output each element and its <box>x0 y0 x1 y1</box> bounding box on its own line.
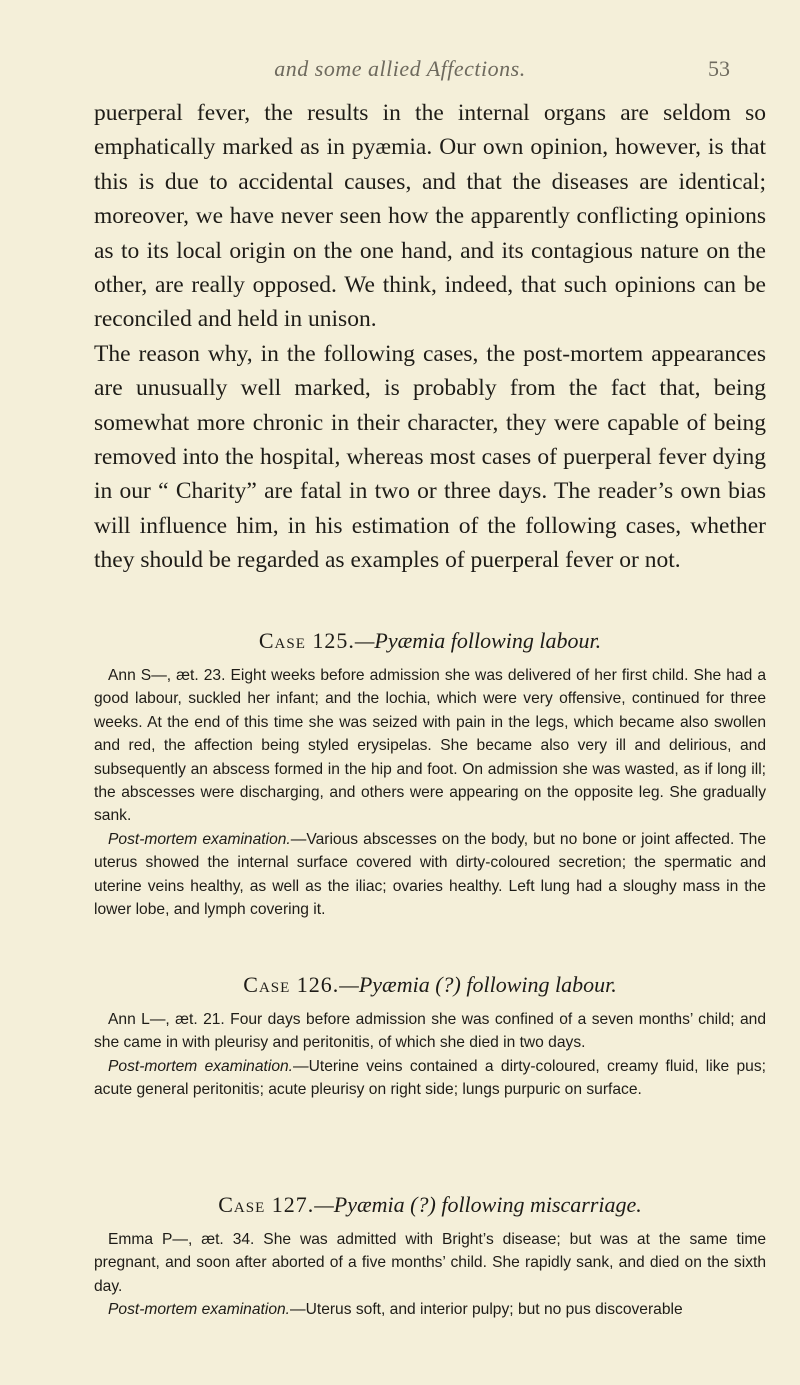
running-head: and some allied Affections. <box>274 56 526 81</box>
case-number: Case 125. <box>258 628 355 653</box>
case-postmortem <box>94 1298 766 1321</box>
case-history: Ann L—, æt. 21. Four days before admission she was confined of a seven months’ child; and she came in with pleurisy and peritonitis, of which she died in two days. <box>94 1011 766 1052</box>
body-paragraph: puerperal fever, the results in the internal organs are seldom so emphatically marked as in pyæmia. Our own opinion, however, is that this is due to accidental causes, and that the diseases are identical; moreover, we have never seen how the apparently conflicting opinions as to its local origin on the one hand, and its contagious nature on the other, are really opposed. We think, indeed, that such opinions can be reconciled and held in unison. <box>94 100 766 333</box>
case-heading <box>94 628 766 654</box>
postmortem-text: —Uterine veins contained a dirty-coloured, creamy fluid, like pus; acute general peritonitis; acute pleurisy on right side; lungs purpuric on surface. <box>94 1057 766 1099</box>
body-paragraph: The reason why, in the following cases, the post-mortem appearances are unusually well marked, is probably from the fact that, being somewhat more chronic in their character, they were capable of being removed into the hospital, whereas most cases of puerperal fever dying in our “ Charity” are fatal in two or three days. The reader’s own bias will influence him, in his estimation of the following cases, whether they should be regarded as examples of puerperal fever or not. <box>94 340 766 574</box>
postmortem-text: —Various abscesses on the body, but no bone or joint affected. The uterus showed the internal surface covered with dirty-coloured secretion; the spermatic and uterine veins healthy, as well as the iliac; ovaries healthy. Left lung had a sloughy mass in the lower lobe, and lymph covering it. <box>94 830 766 919</box>
case-title: —Pyæmia (?) following miscarriage. <box>314 1192 642 1217</box>
case-history: Emma P—, æt. 34. She was admitted with Bright’s disease; but was at the same time pregnant, and soon after aborted of a five months’ child. She rapidly sank, and died on the sixth day. <box>94 1231 766 1295</box>
case-127 <box>94 1192 766 1322</box>
postmortem-label: Post-mortem examination. <box>108 1301 290 1319</box>
postmortem-text: —Uterus soft, and interior pulpy; but no pus discoverable <box>290 1301 683 1319</box>
case-title: —Pyæmia following labour. <box>354 628 602 653</box>
case-heading <box>94 972 766 998</box>
case-heading <box>94 1192 766 1218</box>
page-header <box>0 56 800 86</box>
case-number: Case 126. <box>243 972 340 997</box>
case-history: Ann S—, æt. 23. Eight weeks before admission she was delivered of her first child. She had a good labour, suckled her infant; and the lochia, which were very offensive, continued for three weeks. At the end of this time she was seized with pain in the legs, which became also swollen and red, the affection being styled erysipelas. She became also very ill and delirious, and subsequently an abscess formed in the hip and foot. On admission she was wasted, as if long ill; the abscesses were discharging, and others were appearing on the opposite leg. She gradually sank. <box>94 667 766 825</box>
body-text <box>94 96 766 578</box>
case-title: —Pyæmia (?) following labour. <box>339 972 617 997</box>
case-postmortem <box>94 828 766 922</box>
postmortem-label: Post-mortem examination. <box>108 830 291 848</box>
case-125 <box>94 628 766 921</box>
postmortem-label: Post-mortem examination. <box>108 1057 293 1075</box>
case-postmortem <box>94 1055 766 1102</box>
page-number: 53 <box>708 56 730 81</box>
case-number: Case 127. <box>218 1192 315 1217</box>
case-126 <box>94 972 766 1102</box>
